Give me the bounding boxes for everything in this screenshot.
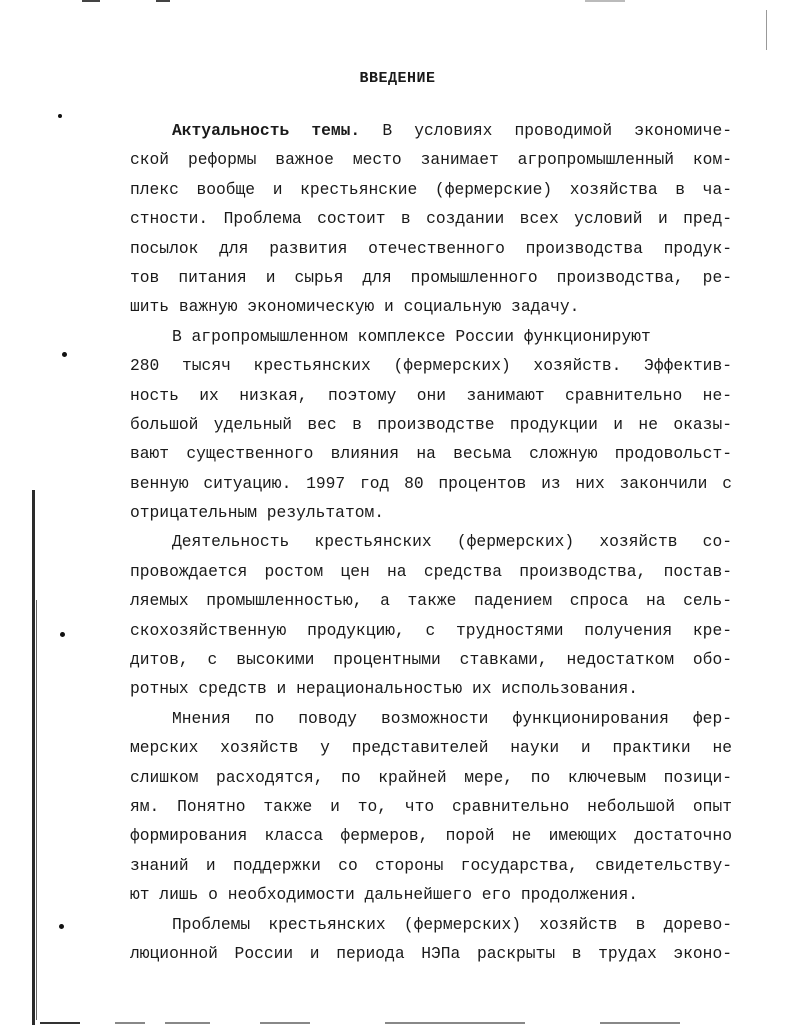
scan-artifact: [600, 1022, 680, 1024]
text-line: отрицательным результатом.: [130, 503, 385, 523]
scan-speck: [60, 632, 65, 637]
scan-artifact: [115, 1022, 145, 1024]
scan-artifact: [156, 0, 170, 2]
text-line: ляемых промышленностью, а также падением спроса на сель-: [130, 591, 732, 611]
text-line: слишком расходятся, по крайней мере, по ключевым позици-: [130, 767, 732, 787]
text-line: посылок для развития отечественного производства продук-: [130, 238, 732, 258]
text-line: знаний и поддержки со стороны государства, свидетельству-: [130, 855, 732, 875]
text-line: ям. Понятно также и то, что сравнительно небольшой опыт: [130, 796, 732, 816]
text-line: Актуальность темы. В условиях проводимой экономиче-: [172, 121, 732, 140]
text-line: Деятельность крестьянских (фермерских) хозяйств со-: [172, 532, 732, 552]
page-title: ВВЕДЕНИЕ: [359, 70, 436, 87]
scan-artifact: [165, 1022, 210, 1024]
text-line: Мнения по поводу возможности функционирования фер-: [172, 708, 732, 728]
scan-artifact: [585, 0, 625, 2]
scan-artifact: [385, 1022, 525, 1024]
text-line: ротных средств и нерациональностью их использования.: [130, 679, 639, 699]
scan-edge-rule: [36, 600, 37, 1020]
text-line: ской реформы важное место занимает агропромышленный ком-: [130, 150, 732, 170]
text-line: тов питания и сырья для промышленного производства, ре-: [130, 267, 732, 287]
scan-edge-rule: [32, 490, 35, 1025]
text-line: мерских хозяйств у представителей науки и практики не: [130, 738, 732, 758]
text-line: скохозяйственную продукцию, с трудностями получения кре-: [130, 620, 732, 640]
text-line: стности. Проблема состоит в создании всех условий и пред-: [130, 209, 732, 229]
text-line: люционной России и периода НЭПа раскрыты в трудах эконо-: [130, 943, 732, 963]
scan-speck: [59, 924, 64, 929]
text-line: вают существенного влияния на весьма сложную продовольст-: [130, 444, 732, 464]
scan-speck: [62, 352, 67, 357]
text-line: ность их низкая, поэтому они занимают сравнительно не-: [130, 385, 732, 405]
text-line: шить важную экономическую и социальную задачу.: [130, 297, 580, 317]
scan-speck: [58, 114, 62, 118]
text-line: формирования класса фермеров, порой не имеющих достаточно: [130, 826, 732, 846]
text-line: большой удельный вес в производстве продукции и не оказы-: [130, 414, 732, 434]
text-line: 280 тысяч крестьянских (фермерских) хозяйств. Эффектив-: [130, 356, 732, 376]
section-lead: Актуальность темы.: [172, 121, 361, 140]
text-line: плекс вообще и крестьянские (фермерские) хозяйства в ча-: [130, 179, 732, 199]
text-line: дитов, с высокими процентными ставками, недостатком обо-: [130, 650, 732, 670]
text-line: провождается ростом цен на средства производства, постав-: [130, 561, 732, 581]
text-line: Проблемы крестьянских (фермерских) хозяйств в дорево-: [172, 914, 732, 934]
scan-artifact: [260, 1022, 310, 1024]
scan-artifact: [766, 10, 767, 50]
scan-artifact: [40, 1022, 80, 1024]
scan-artifact: [82, 0, 100, 2]
text-line: ют лишь о необходимости дальнейшего его продолжения.: [130, 885, 639, 905]
body-text: [130, 116, 732, 968]
text-line: венную ситуацию. 1997 год 80 процентов из них закончили с: [130, 473, 732, 493]
text-line: В агропромышленном комплексе России функционируют: [172, 326, 651, 346]
